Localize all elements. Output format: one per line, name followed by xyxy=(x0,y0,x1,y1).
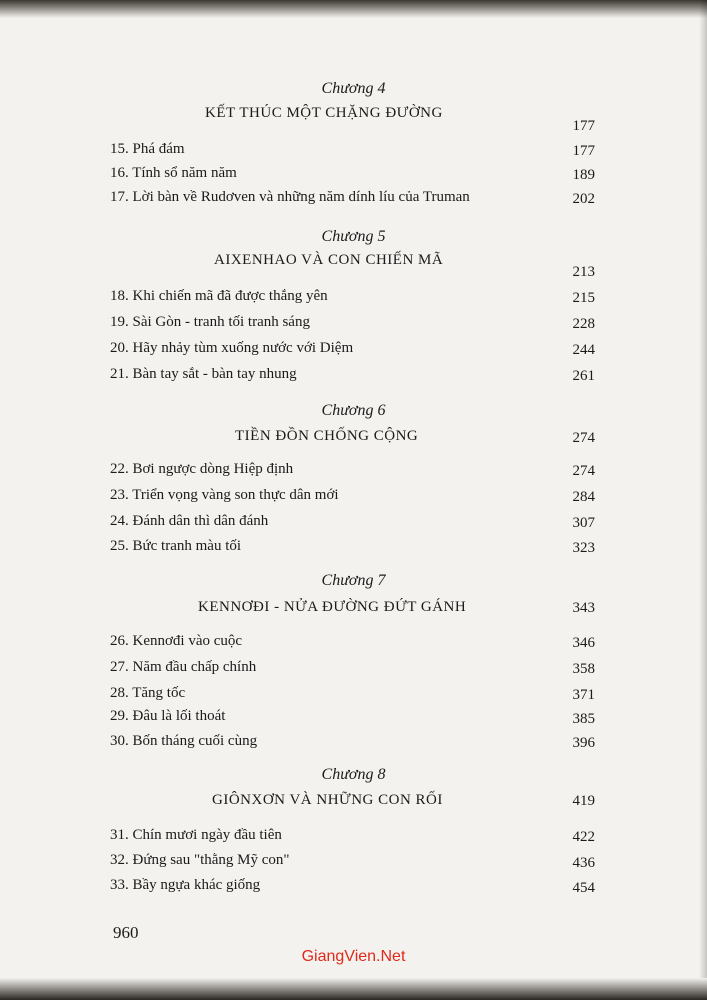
toc-page-21: 261 xyxy=(572,368,595,384)
chapter-4-page: 177 xyxy=(572,118,595,134)
toc-page-20: 244 xyxy=(572,342,595,358)
toc-entry-20: 20. Hãy nhảy tùm xuống nước với Diệm xyxy=(110,340,354,356)
toc-entry-29: 29. Đâu là lối thoát xyxy=(110,708,226,724)
toc-page-31: 422 xyxy=(572,829,595,845)
chapter-8-label: Chương 8 xyxy=(321,766,386,783)
toc-page-19: 228 xyxy=(572,316,595,332)
top-shadow xyxy=(0,0,707,18)
toc-page-27: 358 xyxy=(572,661,595,677)
toc-page-26: 346 xyxy=(572,635,595,651)
chapter-5-label: Chương 5 xyxy=(321,228,386,245)
toc-entry-24: 24. Đánh dân thì dân đánh xyxy=(110,513,269,529)
chapter-5-title: AIXENHAO VÀ CON CHIẾN MÃ xyxy=(214,252,444,268)
chapter-4-title: KẾT THÚC MỘT CHẶNG ĐƯỜNG xyxy=(205,105,443,121)
toc-page-28: 371 xyxy=(572,687,595,703)
toc-entry-26: 26. Kennơđi vào cuộc xyxy=(110,633,243,649)
watermark: GiangVien.Net xyxy=(301,948,406,965)
toc-entry-33: 33. Bầy ngựa khác giống xyxy=(110,877,261,893)
chapter-6-title: TIỀN ĐỒN CHỐNG CỘNG xyxy=(235,428,419,444)
toc-entry-15: 15. Phá đám xyxy=(110,141,185,157)
chapter-6-label: Chương 6 xyxy=(321,402,386,419)
bottom-shadow xyxy=(0,978,707,1000)
toc-entry-27: 27. Năm đầu chấp chính xyxy=(110,659,257,675)
toc-entry-30: 30. Bốn tháng cuối cùng xyxy=(110,733,258,749)
toc-page-25: 323 xyxy=(572,540,595,556)
toc-entry-19: 19. Sài Gòn - tranh tối tranh sáng xyxy=(110,314,310,330)
toc-page-24: 307 xyxy=(572,515,595,531)
toc-entry-18: 18. Khi chiến mã đã được thắng yên xyxy=(110,288,328,304)
chapter-8-title: GIÔNXƠN VÀ NHỮNG CON RỐI xyxy=(212,792,443,808)
toc-page-23: 284 xyxy=(572,489,595,505)
chapter-6-page: 274 xyxy=(572,430,595,446)
toc-entry-31: 31. Chín mươi ngày đầu tiên xyxy=(110,827,282,843)
chapter-5-page: 213 xyxy=(572,264,595,280)
toc-entry-16: 16. Tính sổ năm năm xyxy=(110,165,237,181)
chapter-7-title: KENNƠĐI - NỬA ĐƯỜNG ĐỨT GÁNH xyxy=(198,599,467,615)
toc-page-16: 189 xyxy=(572,167,595,183)
toc-page-15: 177 xyxy=(572,143,595,159)
chapter-4-label: Chương 4 xyxy=(321,80,386,97)
toc-entry-22: 22. Bơi ngược dòng Hiệp định xyxy=(110,461,294,477)
chapter-7-label: Chương 7 xyxy=(321,572,386,589)
page-edge-shade xyxy=(699,0,707,1000)
toc-entry-32: 32. Đứng sau "thằng Mỹ con" xyxy=(110,852,290,868)
toc-entry-23: 23. Triển vọng vàng son thực dân mới xyxy=(110,487,339,503)
chapter-7-page: 343 xyxy=(572,600,595,616)
toc-page-29: 385 xyxy=(572,711,595,727)
chapter-8-page: 419 xyxy=(572,793,595,809)
toc-page-17: 202 xyxy=(572,191,595,207)
toc-entry-25: 25. Bức tranh màu tối xyxy=(110,538,242,554)
toc-page-30: 396 xyxy=(572,735,595,751)
page-number: 960 xyxy=(113,923,139,942)
toc-entry-17: 17. Lời bàn về Rudơven và những năm dính líu của Truman xyxy=(110,189,470,205)
toc-page-32: 436 xyxy=(572,855,595,871)
toc-entry-21: 21. Bàn tay sắt - bàn tay nhung xyxy=(110,366,297,382)
toc-page-18: 215 xyxy=(572,290,595,306)
toc-page-22: 274 xyxy=(572,463,595,479)
toc-page-33: 454 xyxy=(572,880,595,896)
toc-entry-28: 28. Tăng tốc xyxy=(110,685,186,701)
